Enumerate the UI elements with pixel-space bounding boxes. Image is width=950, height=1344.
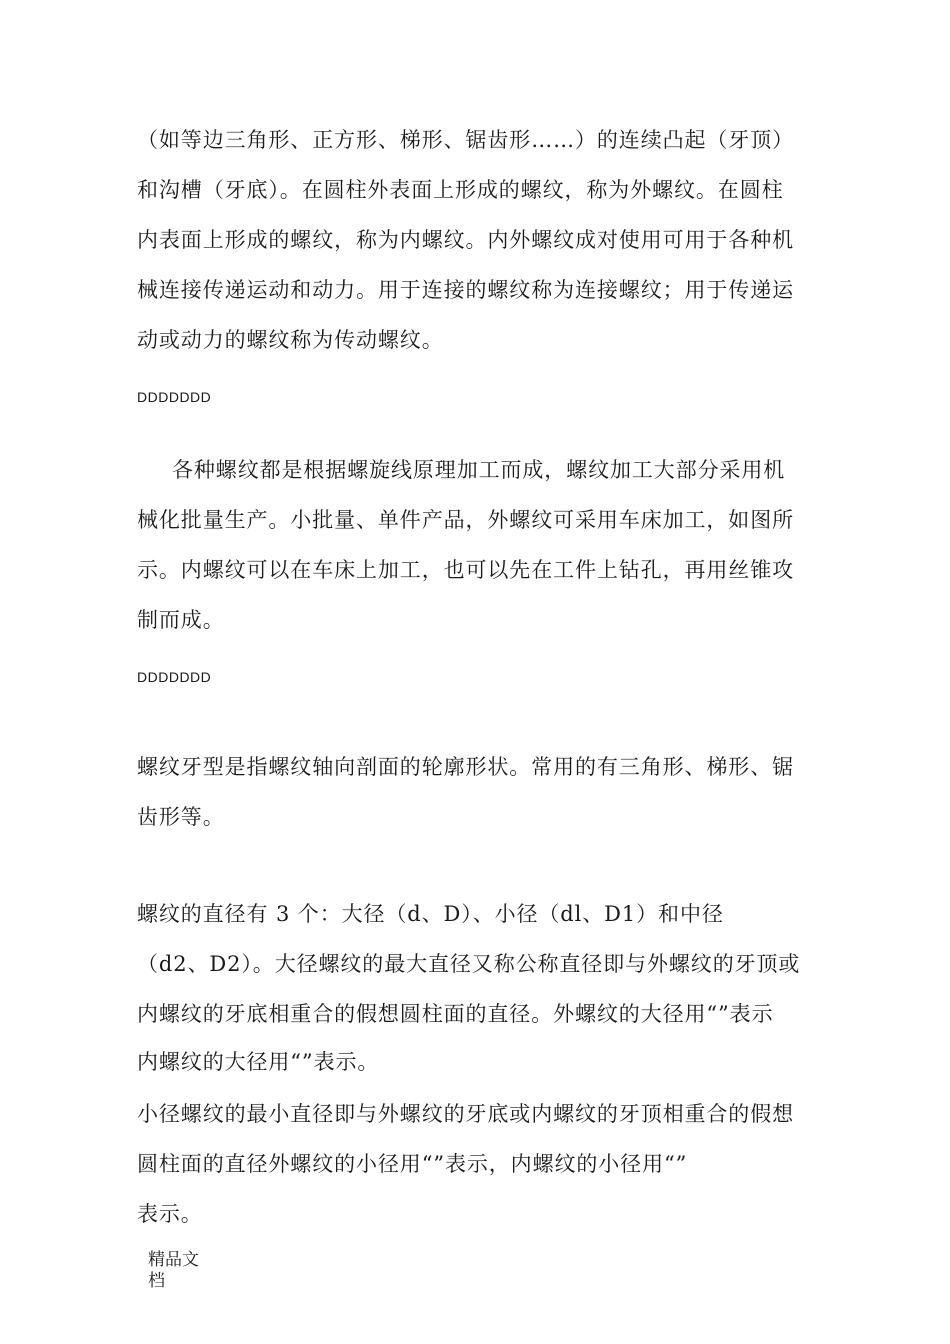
text-line: （如等边三角形、正方形、梯形、锯齿形……）的连续凸起（牙顶） — [137, 128, 794, 152]
text-line: 小径螺纹的最小直径即与外螺纹的牙底或内螺纹的牙顶相重合的假想 — [137, 1102, 794, 1126]
text-line: 内表面上形成的螺纹，称为内螺纹。内外螺纹成对使用可用于各种机 — [137, 228, 794, 252]
text-line: 螺纹牙型是指螺纹轴向剖面的轮廓形状。常用的有三角形、梯形、锯 — [137, 755, 794, 779]
text-line: 和沟槽（牙底）。在圆柱外表面上形成的螺纹，称为外螺纹。在圆柱 — [137, 178, 784, 202]
image-placeholder-marker: DDDDDDD — [137, 389, 212, 405]
text-line: 齿形等。 — [137, 805, 225, 829]
text-line: （d2、D2）。大径螺纹的最大直径又称公称直径即与外螺纹的牙顶或 — [137, 952, 801, 976]
text-line: 制而成。 — [137, 608, 225, 632]
text-line: 示。内螺纹可以在车床上加工，也可以先在工件上钻孔，再用丝锥攻 — [137, 558, 794, 582]
text-line: 内螺纹的牙底相重合的假想圆柱面的直径。外螺纹的大径用“”表示 — [137, 1002, 774, 1026]
text-line: 内螺纹的大径用“”表示。 — [137, 1050, 380, 1074]
text-line: 螺纹的直径有 3 个：大径（d、D）、小径（dl、D1）和中径 — [137, 902, 724, 926]
footer-line: 档 — [148, 1271, 165, 1291]
text-line: 表示。 — [137, 1202, 203, 1226]
text-line: 械化批量生产。小批量、单件产品，外螺纹可采用车床加工，如图所 — [137, 508, 794, 532]
image-placeholder-marker: DDDDDDD — [137, 669, 212, 685]
footer-line: 精品文 — [148, 1250, 199, 1270]
text-line: 圆柱面的直径外螺纹的小径用“”表示，内螺纹的小径用“” — [137, 1152, 688, 1176]
text-line: 各种螺纹都是根据螺旋线原理加工而成，螺纹加工大部分采用机 — [172, 458, 786, 482]
text-line: 动或动力的螺纹称为传动螺纹。 — [137, 328, 444, 352]
text-line: 械连接传递运动和动力。用于连接的螺纹称为连接螺纹；用于传递运 — [137, 278, 794, 302]
